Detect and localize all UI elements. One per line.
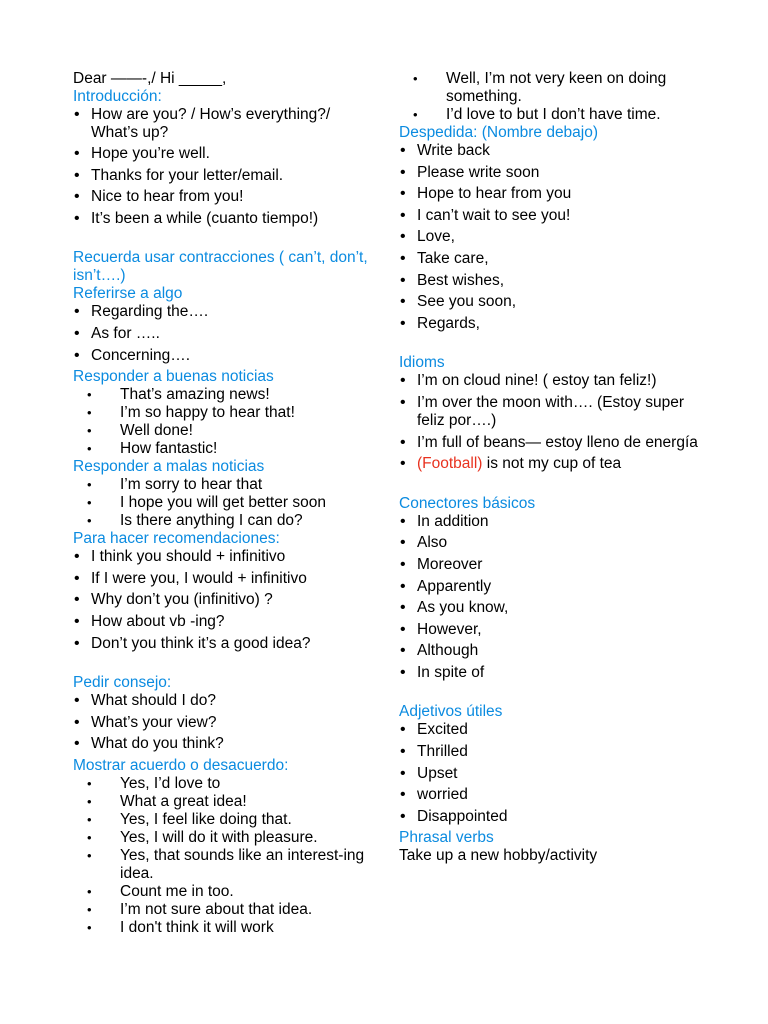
list-item: • I’d love to but I don’t have time. — [399, 106, 699, 124]
list-item: • Write back — [399, 142, 699, 160]
phrasal-heading: Phrasal verbs — [399, 829, 494, 847]
list-item: • What’s your view? — [73, 714, 373, 732]
list-item: • Is there anything I can do? — [73, 512, 373, 530]
list-item: • Don’t you think it’s a good idea? — [73, 635, 373, 653]
list-item: • Well, I’m not very keen on doing something. — [399, 70, 699, 106]
list-item: • In spite of — [399, 664, 699, 682]
bad-news-list — [73, 476, 373, 530]
list-item: • Excited — [399, 721, 699, 739]
refer-list — [73, 303, 373, 364]
list-item: • Also — [399, 534, 699, 552]
list-item: • What do you think? — [73, 735, 373, 753]
list-item: • Take care, — [399, 250, 699, 268]
list-item: • Hope to hear from you — [399, 185, 699, 203]
list-item: • I hope you will get better soon — [73, 494, 373, 512]
idiom-text: is not my cup of tea — [482, 455, 622, 473]
list-item: • I’m over the moon with…. (Estoy super feliz por….) — [399, 394, 699, 430]
list-item: • What a great idea! — [73, 793, 373, 811]
list-item: • Thanks for your letter/email. — [73, 167, 373, 185]
list-item: • Regards, — [399, 315, 699, 333]
list-item: • I’m on cloud nine! ( estoy tan feliz!) — [399, 372, 699, 390]
farewell-list — [399, 142, 699, 333]
list-item: • I’m full of beans— estoy lleno de energía — [399, 434, 699, 452]
list-item: • I don't think it will work — [73, 919, 373, 937]
connectors-list — [399, 513, 699, 682]
greeting-line: Dear ——-,/ Hi _____, — [73, 70, 227, 87]
list-item: • Apparently — [399, 578, 699, 596]
good-news-list — [73, 386, 373, 458]
idiom-highlight: (Football) — [417, 455, 483, 473]
list-item: • worried — [399, 786, 699, 804]
list-item: • I’m not sure about that idea. — [73, 901, 373, 919]
intro-heading: Introducción: — [73, 87, 162, 105]
phrasal-text: Take up a new hobby/activity — [399, 847, 598, 865]
intro-list — [73, 106, 373, 228]
bad-news-heading: Responder a malas noticias — [73, 458, 265, 476]
recommend-heading: Para hacer recomendaciones: — [73, 530, 280, 548]
adjectives-list — [399, 721, 699, 825]
list-item: • Moreover — [399, 556, 699, 574]
list-item: • Love, — [399, 228, 699, 246]
list-item: • Upset — [399, 765, 699, 783]
list-item: • Hope you’re well. — [73, 145, 373, 163]
contractions-heading: Recuerda usar contracciones ( can’t, don’t, isn’t….) — [73, 249, 368, 285]
idioms-heading: Idioms — [399, 354, 445, 372]
list-item: • What should I do? — [73, 692, 373, 710]
farewell-heading: Despedida: (Nombre debajo) — [399, 124, 599, 141]
list-item: • How are you? / How’s everything?/ What’s up? — [73, 106, 373, 142]
list-item: • See you soon, — [399, 293, 699, 311]
list-item: • Yes, I’d love to — [73, 775, 373, 793]
list-item: • Please write soon — [399, 164, 699, 182]
list-item: • Concerning…. — [73, 347, 373, 365]
list-item: • It’s been a while (cuanto tiempo!) — [73, 210, 373, 228]
list-item: • Best wishes, — [399, 272, 699, 290]
list-item: • How about vb -ing? — [73, 613, 373, 631]
list-item: • However, — [399, 621, 699, 639]
list-item: • Yes, I will do it with pleasure. — [73, 829, 373, 847]
list-item: • I think you should + infinitivo — [73, 548, 373, 566]
list-item: • Regarding the…. — [73, 303, 373, 321]
list-item: • Thrilled — [399, 743, 699, 761]
list-item: • As you know, — [399, 599, 699, 617]
list-item: • Count me in too. — [73, 883, 373, 901]
advice-heading: Pedir consejo: — [73, 674, 172, 692]
list-item: • I’m sorry to hear that — [73, 476, 373, 494]
list-item: • Although — [399, 642, 699, 660]
right-column — [399, 70, 699, 865]
list-item: • Disappointed — [399, 808, 699, 826]
agree-list-continued — [399, 70, 699, 124]
list-item: • Well done! — [73, 422, 373, 440]
list-item: • If I were you, I would + infinitivo — [73, 570, 373, 588]
connectors-heading: Conectores básicos — [399, 494, 536, 512]
list-item: • Yes, I feel like doing that. — [73, 811, 373, 829]
advice-list — [73, 692, 373, 753]
list-item: • Nice to hear from you! — [73, 188, 373, 206]
left-column — [73, 70, 373, 937]
idioms-list — [399, 372, 699, 473]
good-news-heading: Responder a buenas noticias — [73, 368, 274, 386]
list-item: • I can’t wait to see you! — [399, 207, 699, 225]
adjectives-heading: Adjetivos útiles — [399, 703, 503, 721]
agree-heading: Mostrar acuerdo o desacuerdo: — [73, 757, 289, 774]
list-item: • How fantastic! — [73, 440, 373, 458]
list-item: • As for ….. — [73, 325, 373, 343]
refer-heading: Referirse a algo — [73, 285, 183, 303]
recommend-list — [73, 548, 373, 652]
list-item: • Yes, that sounds like an interest-ing idea. — [73, 847, 373, 883]
agree-list — [73, 775, 373, 937]
list-item: • In addition — [399, 513, 699, 531]
list-item: • That’s amazing news! — [73, 386, 373, 404]
list-item — [399, 455, 699, 473]
list-item: • Why don’t you (infinitivo) ? — [73, 591, 373, 609]
list-item: • I’m so happy to hear that! — [73, 404, 373, 422]
